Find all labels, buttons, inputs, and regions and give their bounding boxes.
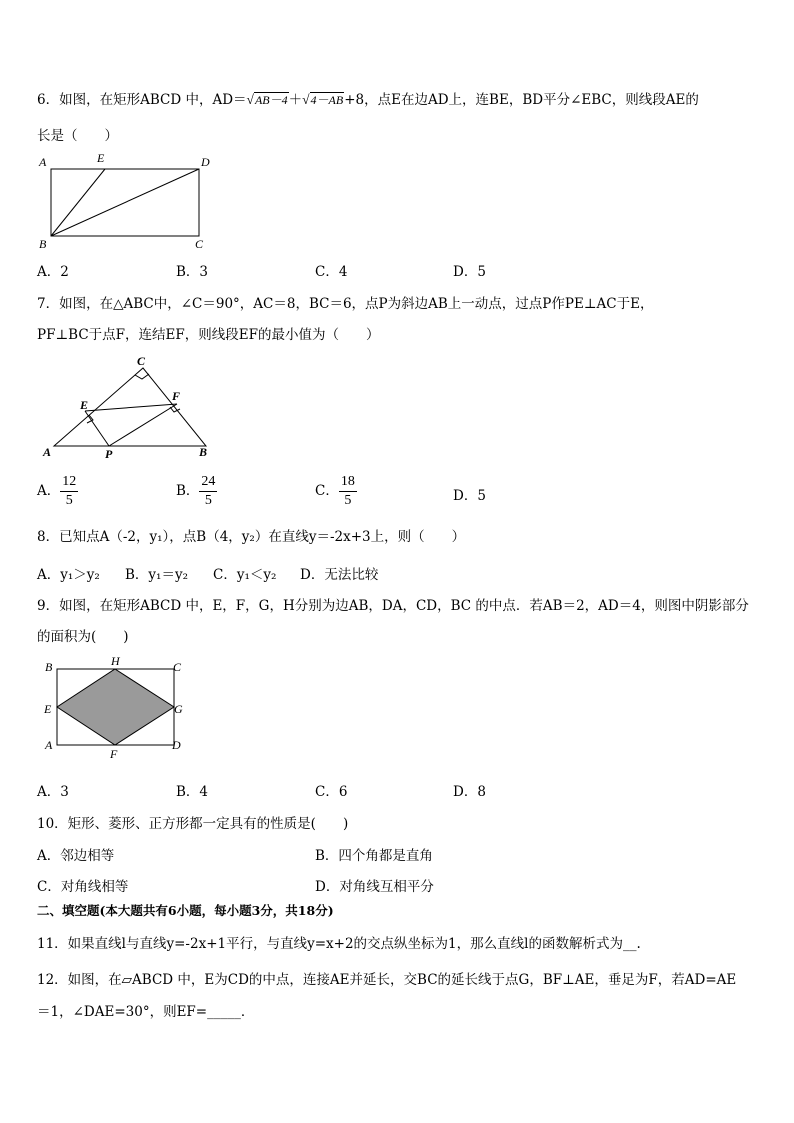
q9-option-a[interactable]: A．3	[37, 784, 69, 800]
q6-label-A: A	[39, 155, 47, 169]
q8-option-d[interactable]: D．无法比较	[300, 567, 379, 583]
q6-label-B: B	[39, 237, 47, 250]
q7-option-a-prefix: A．	[37, 483, 61, 499]
q7-label-B: B	[199, 445, 208, 459]
q7-label-F: F	[172, 389, 181, 403]
q6-stem-line1	[37, 88, 699, 108]
q6-option-d[interactable]: D．5	[453, 264, 486, 280]
q6-radical-1: √AB－4	[246, 92, 288, 107]
q6-option-c[interactable]: C．4	[315, 264, 348, 280]
q6-plus: ＋	[288, 92, 303, 108]
q7-option-d-value: 5	[477, 488, 486, 504]
q9-option-d[interactable]: D．8	[453, 784, 486, 800]
q7-option-a-fraction	[60, 474, 78, 509]
q6-radicand-1: AB－4	[254, 93, 288, 107]
q7-label-E: E	[80, 398, 89, 412]
q9-label-D: D	[172, 738, 181, 752]
q9-stem-line1: 9．如图，在矩形ABCD 中，E，F，G，H分别为边AB，DA，CD，BC 的中点．若AB＝2，AD＝4，则图中阴影部分	[37, 598, 749, 614]
q10-option-d[interactable]: D．对角线互相平分	[315, 879, 434, 895]
q7-option-c-prefix: C．	[315, 483, 339, 499]
q6-label-E: E	[97, 151, 105, 165]
q12-stem-line1: 12．如图，在▱ABCD 中，E为CD的中点，连接AE并延长，交BC的延长线于点G，BF⊥AE，垂足为F，若AD=AE	[37, 972, 737, 988]
q7-option-c-fraction	[339, 474, 357, 509]
q9-figure-rectangle	[35, 655, 195, 765]
q7-label-A: A	[43, 445, 52, 459]
q7-option-b-denominator: 5	[204, 493, 212, 508]
q6-label-C: C	[195, 237, 204, 250]
q8-option-b[interactable]: B．y₁＝y₂	[125, 567, 188, 583]
q9-stem-line2: 的面积为( )	[37, 629, 129, 645]
q9-label-F: F	[110, 747, 118, 761]
q7-label-C: C	[137, 354, 146, 368]
q9-label-A: A	[45, 738, 53, 752]
q6-text-a: 6．如图，在矩形ABCD 中，AD＝	[37, 92, 247, 108]
q7-stem-line2: PF⊥BC于点F，连结EF，则线段EF的最小值为（ ）	[37, 327, 380, 343]
q9-label-C: C	[173, 660, 182, 674]
q7-label-P: P	[105, 447, 113, 461]
q7-option-a[interactable]	[37, 474, 78, 509]
section-heading-fill-in: 二、填空题(本大题共有6小题，每小题3分，共18分)	[37, 903, 334, 918]
q9-option-c[interactable]: C．6	[315, 784, 348, 800]
q10-option-b[interactable]: B．四个角都是直角	[315, 848, 433, 864]
q6-option-a[interactable]: A．2	[37, 264, 69, 280]
q9-label-G: G	[174, 702, 183, 716]
q7-option-a-denominator: 5	[65, 493, 73, 508]
q7-option-b[interactable]	[176, 474, 217, 509]
q8-stem: 8．已知点A（-2，y₁），点B（4，y₂）在直线y＝-2x+3上，则（ ）	[37, 529, 466, 545]
q6-label-D: D	[201, 155, 210, 169]
q7-option-d-prefix: D．	[453, 488, 478, 504]
q7-option-b-fraction	[199, 474, 217, 509]
q12-stem-line2: ＝1，∠DAE=30°，则EF=_____．	[37, 1004, 255, 1020]
q7-option-c[interactable]	[315, 474, 357, 509]
q10-option-a[interactable]: A．邻边相等	[37, 848, 115, 864]
q7-stem-line1: 7．如图，在△ABC中，∠C＝90°，AC＝8，BC＝6，点P为斜边AB上一动点，过点P作PE⊥AC于E，	[37, 296, 654, 312]
q7-option-c-denominator: 5	[344, 493, 352, 508]
q11-stem: 11．如果直线l与直线y=-2x+1平行，与直线y=x+2的交点纵坐标为1，那么直线l的函数解析式为__.	[37, 936, 641, 952]
q9-label-E: E	[44, 702, 52, 716]
q7-option-c-numerator: 18	[339, 474, 357, 492]
q7-option-a-numerator: 12	[60, 474, 78, 492]
q9-label-B: B	[45, 660, 53, 674]
q6-stem-line2: 长是（ ）	[37, 128, 118, 144]
q6-option-b[interactable]: B．3	[176, 264, 209, 280]
q7-figure-triangle	[35, 352, 225, 462]
q9-option-b[interactable]: B．4	[176, 784, 209, 800]
q6-radicand-2: 4－AB	[310, 93, 344, 107]
q10-stem: 10．矩形、菱形、正方形都一定具有的性质是( )	[37, 816, 349, 832]
q6-text-b: +8，点E在边AD上，连BE，BD平分∠EBC，则线段AE的	[344, 92, 699, 108]
q7-option-d[interactable]	[453, 484, 486, 504]
q8-option-c[interactable]: C．y₁＜y₂	[213, 567, 277, 583]
q8-option-a[interactable]: A．y₁＞y₂	[37, 567, 100, 583]
q6-figure-rectangle	[35, 150, 225, 250]
q9-label-H: H	[111, 655, 120, 668]
q6-radical-2: √4－AB	[302, 92, 344, 107]
q7-option-b-prefix: B．	[176, 483, 200, 499]
q10-option-c[interactable]: C．对角线相等	[37, 879, 129, 895]
q7-option-b-numerator: 24	[199, 474, 217, 492]
